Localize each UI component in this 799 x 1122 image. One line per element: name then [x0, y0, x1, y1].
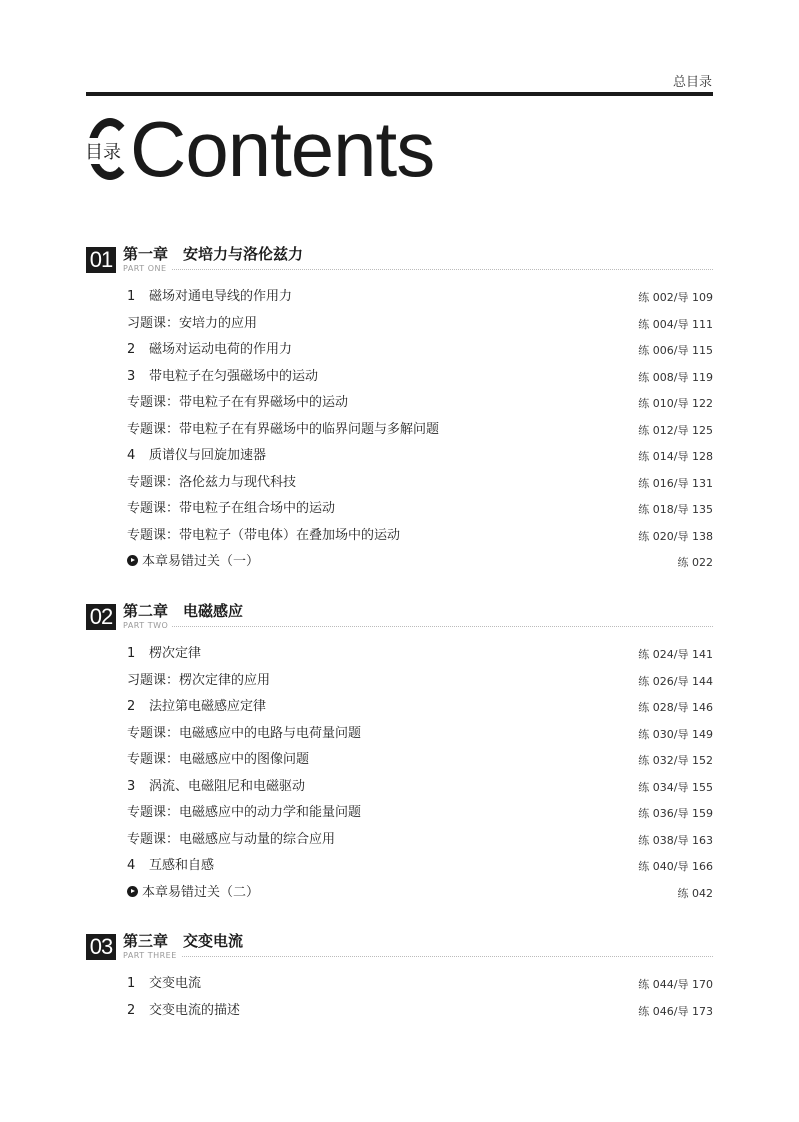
entry-title — [127, 368, 318, 386]
chapter-part-label: PART TWO — [123, 621, 172, 630]
toc-entry[interactable] — [127, 778, 713, 805]
entry-title-text: 带电粒子在匀强磁场中的运动 — [149, 368, 319, 384]
toc-entry[interactable] — [127, 288, 713, 315]
entry-title-text: 本章易错过关（一） — [142, 554, 260, 569]
entry-number: 2 — [127, 1002, 136, 1018]
entry-title — [127, 645, 201, 663]
entry-title-text: 专题课：洛伦兹力与现代科技 — [127, 474, 297, 490]
entry-page-ref: 练 012/导 125 — [638, 423, 713, 437]
entry-number: 3 — [127, 368, 136, 384]
review-entry[interactable] — [127, 553, 713, 580]
entry-page-ref: 练 008/导 119 — [638, 370, 713, 384]
entry-page-ref: 练 028/导 146 — [638, 701, 713, 714]
entry-title-text: 习题课：安培力的应用 — [127, 315, 258, 331]
entry-number: 1 — [127, 976, 136, 991]
entry-title — [127, 698, 266, 716]
entry-title-text: 专题课：带电粒子在有界磁场中的运动 — [127, 395, 349, 410]
toc-entry[interactable] — [127, 831, 713, 858]
entry-page-ref: 练 002/导 109 — [638, 291, 713, 304]
entry-number: 1 — [127, 646, 136, 661]
entry-title-text: 磁场对运动电荷的作用力 — [149, 342, 293, 357]
toc-entry[interactable] — [127, 698, 713, 725]
entry-page-ref: 练 042 — [677, 886, 713, 900]
entry-title — [127, 857, 214, 875]
entry-page-ref: 练 038/导 163 — [638, 833, 713, 847]
dotted-divider — [123, 626, 713, 627]
entry-title — [127, 725, 361, 743]
entry-page-ref: 练 020/导 138 — [638, 529, 713, 543]
toc-entry[interactable] — [127, 447, 713, 474]
play-circle-icon — [127, 886, 138, 897]
entry-list — [127, 645, 713, 910]
entry-title — [127, 553, 259, 571]
entry-title-text: 互感和自感 — [149, 858, 215, 873]
entry-title-text: 习题课：楞次定律的应用 — [127, 672, 271, 688]
toc-entry[interactable] — [127, 672, 713, 699]
toc-entry[interactable] — [127, 368, 713, 395]
entry-title — [127, 778, 305, 796]
entry-title — [127, 975, 201, 993]
toc-entry[interactable] — [127, 474, 713, 501]
entry-title-text: 交变电流的描述 — [149, 1002, 241, 1018]
review-entry[interactable] — [127, 884, 713, 911]
entry-title-text: 专题课：电磁感应与动量的综合应用 — [127, 831, 336, 847]
dotted-divider — [123, 956, 713, 957]
entry-page-ref: 练 006/导 115 — [638, 344, 713, 357]
entry-title-text: 专题课：电磁感应中的动力学和能量问题 — [127, 805, 362, 820]
entry-title-text: 磁场对通电导线的作用力 — [149, 289, 293, 304]
header-label: 总目录 — [672, 75, 712, 90]
entry-title-text: 专题课：电磁感应中的图像问题 — [127, 752, 310, 767]
chapter-number-badge: 01 — [86, 247, 116, 273]
entry-page-ref: 练 010/导 122 — [638, 397, 713, 410]
entry-title-text: 本章易错过关（二） — [142, 884, 260, 900]
chapter-part-label: PART ONE — [123, 264, 171, 273]
entry-title — [127, 315, 257, 333]
entry-list — [127, 288, 713, 580]
entry-title — [127, 804, 361, 822]
entry-title — [127, 394, 348, 412]
entry-page-ref: 练 016/导 131 — [638, 476, 713, 490]
contents-title — [84, 105, 444, 193]
toc-entry[interactable] — [127, 857, 713, 884]
header-rule — [86, 92, 713, 96]
toc-entry[interactable] — [127, 725, 713, 752]
entry-title — [127, 500, 335, 518]
entry-title — [127, 831, 335, 849]
toc-entry[interactable] — [127, 394, 713, 421]
chapter-title[interactable]: 第二章 电磁感应 — [123, 602, 244, 620]
entry-title-text: 专题课：电磁感应中的电路与电荷量问题 — [127, 725, 362, 741]
entry-page-ref: 练 024/导 141 — [638, 648, 713, 661]
entry-title — [127, 527, 400, 545]
entry-page-ref: 练 026/导 144 — [638, 674, 713, 688]
title-cn: 目录 — [84, 138, 122, 164]
entry-page-ref: 练 036/导 159 — [638, 807, 713, 820]
entry-number: 4 — [127, 448, 136, 463]
entry-page-ref: 练 034/导 155 — [638, 780, 713, 794]
entry-page-ref: 练 044/导 170 — [638, 978, 713, 991]
entry-title-text: 交变电流 — [149, 976, 202, 991]
entry-page-ref: 练 032/导 152 — [638, 754, 713, 767]
entry-page-ref: 练 018/导 135 — [638, 503, 713, 516]
entry-title-text: 楞次定律 — [149, 646, 202, 661]
entry-title — [127, 672, 270, 690]
toc-entry[interactable] — [127, 500, 713, 527]
toc-entry[interactable] — [127, 421, 713, 448]
entry-list — [127, 975, 713, 1028]
toc-entry[interactable] — [127, 315, 713, 342]
entry-page-ref: 练 046/导 173 — [638, 1004, 713, 1018]
entry-title — [127, 884, 259, 902]
dotted-divider — [123, 269, 713, 270]
entry-page-ref: 练 004/导 111 — [638, 317, 713, 331]
title-en: Contents — [130, 105, 435, 193]
entry-title — [127, 341, 292, 359]
chapter-number-badge: 03 — [86, 934, 116, 960]
entry-number: 4 — [127, 858, 136, 873]
toc-entry[interactable] — [127, 1002, 713, 1029]
entry-page-ref: 练 014/导 128 — [638, 450, 713, 463]
entry-page-ref: 练 040/导 166 — [638, 860, 713, 873]
entry-title — [127, 447, 266, 465]
entry-title — [127, 288, 292, 306]
entry-title — [127, 751, 309, 769]
chapter-number-badge: 02 — [86, 604, 116, 630]
chapter-title[interactable]: 第一章 安培力与洛伦兹力 — [123, 245, 304, 263]
chapter-part-label: PART THREE — [123, 951, 181, 960]
entry-title-text: 涡流、电磁阻尼和电磁驱动 — [149, 778, 306, 794]
play-circle-icon — [127, 555, 138, 566]
entry-page-ref: 练 030/导 149 — [638, 727, 713, 741]
entry-title-text: 专题课：带电粒子在有界磁场中的临界问题与多解问题 — [127, 421, 440, 437]
entry-title-text: 专题课：带电粒子在组合场中的运动 — [127, 501, 336, 516]
entry-title — [127, 474, 296, 492]
entry-page-ref: 练 022 — [677, 556, 713, 569]
toc-entry[interactable] — [127, 527, 713, 554]
toc-entry[interactable] — [127, 751, 713, 778]
entry-number: 2 — [127, 699, 136, 714]
entry-number: 3 — [127, 778, 136, 794]
toc-entry[interactable] — [127, 645, 713, 672]
entry-title-text: 质谱仪与回旋加速器 — [149, 448, 267, 463]
entry-number: 1 — [127, 289, 136, 304]
entry-number: 2 — [127, 342, 136, 357]
entry-title-text: 专题课：带电粒子（带电体）在叠加场中的运动 — [127, 527, 401, 543]
toc-entry[interactable] — [127, 804, 713, 831]
entry-title — [127, 421, 439, 439]
toc-entry[interactable] — [127, 341, 713, 368]
toc-entry[interactable] — [127, 975, 713, 1002]
entry-title-text: 法拉第电磁感应定律 — [149, 699, 267, 714]
entry-title — [127, 1002, 240, 1020]
chapter-title[interactable]: 第三章 交变电流 — [123, 932, 244, 950]
